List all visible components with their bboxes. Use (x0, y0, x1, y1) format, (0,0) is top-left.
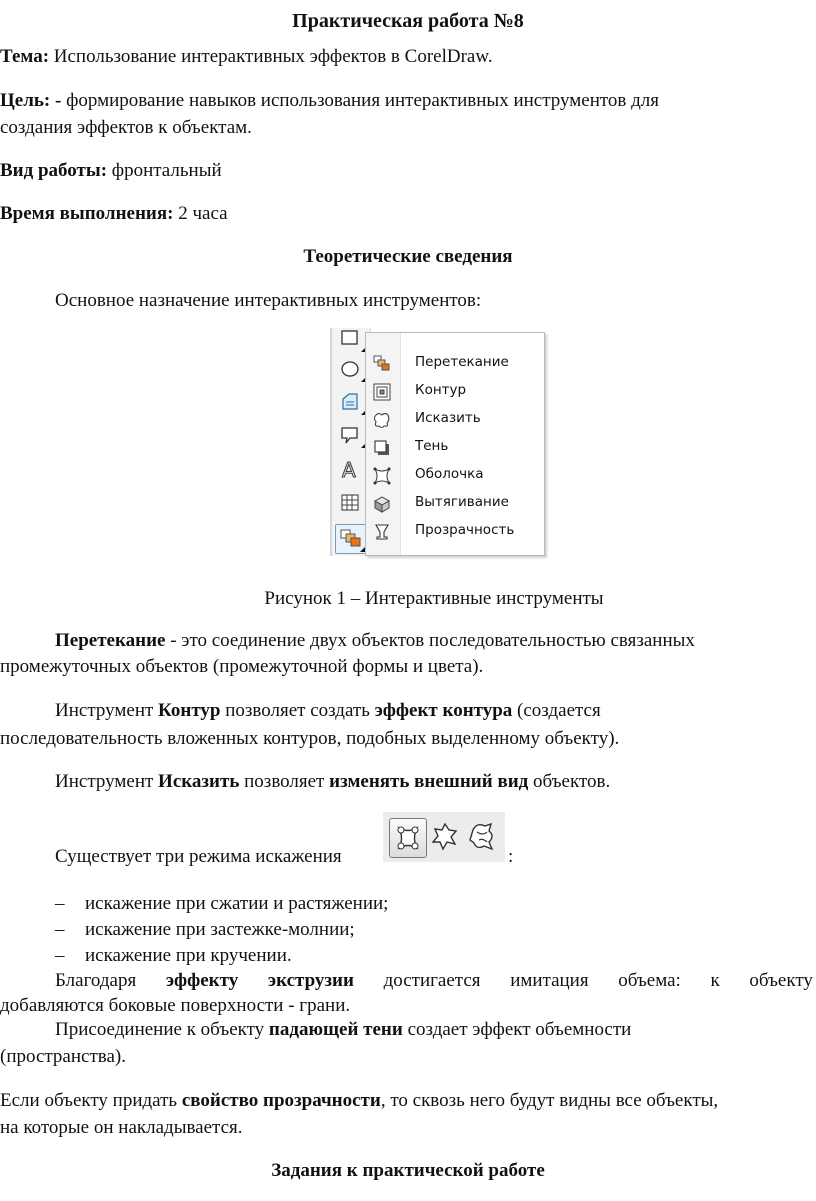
twister-distort-icon[interactable] (465, 818, 501, 856)
extrude-line-1 (55, 968, 813, 993)
distort-text-c: объектов. (528, 771, 611, 792)
topic-text: Использование интерактивных эффектов в CorelDraw. (49, 46, 493, 67)
extrude-word: объема: (618, 970, 681, 991)
blend-line-2: промежуточных объектов (промежуточной формы и цвета). (0, 656, 484, 677)
contour-line-2: последовательность вложенных контуров, подобных выделенному объекту). (0, 728, 620, 749)
contour-icon (373, 383, 391, 401)
envelope-icon (373, 467, 391, 485)
distort-term-2: изменять внешний вид (329, 771, 529, 792)
menu-item-label: Перетекание (415, 354, 509, 370)
topic-label: Тема: (0, 46, 50, 67)
distort-icon (373, 411, 391, 429)
tasks-heading: Задания к практической работе (271, 1160, 545, 1181)
contour-text-a: Инструмент (55, 700, 159, 721)
transparency-icon (373, 523, 391, 541)
callout-icon[interactable] (339, 424, 361, 446)
menu-item-distort[interactable] (366, 406, 544, 434)
contour-text-b: позволяет создать (220, 700, 375, 721)
theory-heading: Теоретические сведения (303, 246, 513, 267)
menu-item-contour[interactable] (366, 378, 544, 406)
menu-item-label: Вытягивание (415, 494, 509, 510)
push-pull-distort-icon[interactable] (389, 818, 427, 858)
list-dash: – (55, 945, 65, 966)
extrude-word: к (710, 970, 720, 991)
distort-modes-toolbar (383, 812, 505, 862)
worktype-label: Вид работы: (0, 160, 108, 181)
extrude-word: имитация (510, 970, 589, 991)
interactive-tools-menu (365, 332, 545, 556)
extrude-term-1: эффекту (165, 970, 239, 991)
blend-text-1: - это соединение двух объектов последовательностью связанных (165, 630, 695, 651)
menu-item-label: Тень (415, 438, 449, 454)
contour-text-c: (создается (512, 700, 601, 721)
text-icon[interactable] (339, 458, 361, 480)
shadow-text-a: Присоединение к объекту (55, 1019, 269, 1040)
goal-text-1: формирование навыков использования интерактивных инструментов для (61, 90, 660, 111)
contour-term: Контур (158, 700, 221, 721)
modes-item-label: искажение при кручении. (85, 945, 292, 966)
rectangle-icon[interactable] (339, 328, 361, 350)
modes-text: Существует три режима искажения (55, 846, 342, 867)
goal-line-2: создания эффектов к объектам. (0, 117, 252, 138)
goal-line-1 (0, 88, 810, 113)
blend-term: Перетекание (55, 630, 166, 651)
transparency-term: свойство прозрачности (181, 1090, 381, 1111)
extrude-icon (373, 495, 391, 513)
distort-line (55, 769, 815, 794)
transparency-text-b: , то сквозь него будут видны все объекты, (380, 1090, 719, 1111)
list-dash: – (55, 893, 65, 914)
menu-item-label: Контур (415, 382, 467, 398)
menu-item-shadow[interactable] (366, 434, 544, 462)
worktype-text: фронтальный (107, 160, 222, 181)
distort-term: Исказить (158, 771, 240, 792)
topic-line (0, 44, 810, 69)
blend-icon (373, 355, 391, 373)
menu-item-label: Прозрачность (415, 522, 515, 538)
shadow-line-1 (55, 1017, 815, 1042)
shadow-line-2: (пространства). (0, 1046, 127, 1067)
blend-line-1 (55, 628, 815, 653)
extrude-line-2: добавляются боковые поверхности - грани. (0, 995, 351, 1016)
shadow-text-b: создает эффект объемности (402, 1019, 632, 1040)
extrude-word: Благодаря (55, 970, 137, 991)
modes-colon: : (508, 846, 514, 867)
menu-item-transparency[interactable] (366, 518, 544, 546)
blend-icon[interactable] (335, 524, 367, 554)
table-icon[interactable] (339, 492, 361, 514)
basic-shapes-icon[interactable] (339, 391, 361, 413)
time-text: 2 часа (173, 203, 228, 224)
intro-text: Основное назначение интерактивных инструментов: (55, 290, 482, 311)
list-dash: – (55, 919, 65, 940)
time-label: Время выполнения: (0, 203, 174, 224)
modes-item-label: искажение при сжатии и растяжении; (85, 893, 389, 914)
extrude-term-2: экструзии (267, 970, 354, 991)
menu-item-extrude[interactable] (366, 490, 544, 518)
page-title: Практическая работа №8 (292, 10, 524, 32)
distort-text-b: позволяет (239, 771, 330, 792)
shadow-icon (373, 439, 391, 457)
distort-text-a: Инструмент (55, 771, 159, 792)
time-line (0, 201, 810, 226)
goal-label: Цель: - (0, 90, 62, 111)
svg-text:A: A (342, 458, 356, 480)
menu-item-label: Исказить (415, 410, 481, 426)
contour-term-2: эффект контура (374, 700, 513, 721)
contour-line-1 (55, 698, 815, 723)
transparency-line-2: на которые он накладывается. (0, 1117, 243, 1138)
figure-caption: Рисунок 1 – Интерактивные инструменты (264, 588, 604, 609)
menu-item-blend[interactable] (366, 350, 544, 378)
extrude-word: достигается (383, 970, 481, 991)
modes-item-label: искажение при застежке-молнии; (85, 919, 355, 940)
transparency-text-a: Если объекту придать (0, 1090, 182, 1111)
ellipse-icon[interactable] (339, 358, 361, 380)
worktype-line (0, 158, 810, 183)
extrude-word: объекту (749, 970, 813, 991)
shadow-term: падающей тени (268, 1019, 403, 1040)
transparency-line-1 (0, 1088, 810, 1113)
zipper-distort-icon[interactable] (427, 818, 463, 856)
menu-item-envelope[interactable] (366, 462, 544, 490)
menu-item-label: Оболочка (415, 466, 484, 482)
